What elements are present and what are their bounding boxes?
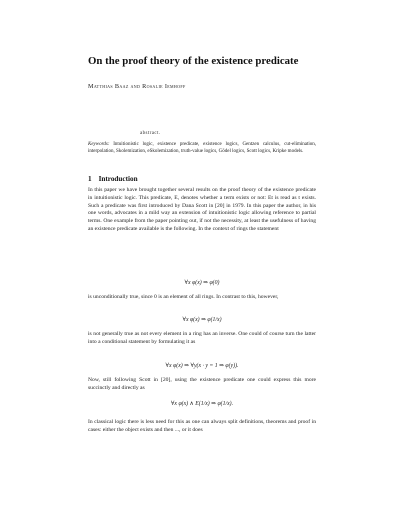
paragraph-1: In this paper we have brought together several results on the proof theory of the existence predicate in intuitionistic logic. This predicate, E, denotes whether a term exists or not: Et is read as t exists. Such a predicate was first introduced by Dana Scott in [20] in 1979. In this paper the author, in his one words, advocates in a mild way an extension of intuitionistic logic allowing reference to partial terms. One example from the paper pointing out, if not the necessity, at least the usefulness of having an existence predicate available is the following. In the context of rings the statement: [88, 187, 316, 232]
formula-4: ∀x φ(x) ∧ E(1/x) ⇒ φ(1/x).: [170, 401, 234, 407]
paragraph-5: In classical logic there is less need for this as one can always split definitions, theorems and proof in cases: either the object exists and then ..., or it does: [88, 419, 316, 433]
page-fade: [0, 488, 400, 518]
keywords: [88, 142, 316, 156]
section-heading: [88, 175, 138, 183]
formula-2: ∀x φ(x) ⇒ φ(1/x): [182, 317, 222, 323]
formula-1: ∀x φ(x) ⇒ φ(0): [184, 280, 220, 286]
paper-authors: Matthias Baaz and Rosalie Iemhoff: [88, 83, 186, 90]
section-title: Introduction: [98, 175, 138, 183]
abstract-label: abstract.: [140, 131, 161, 136]
formula-3: ∀x φ(x) ⇒ ∀y(x · y = 1 ⇒ φ(y)).: [165, 363, 239, 369]
keywords-list: Intuitionistic logic, existence predicate, existence logics, Gentzen calculus, cut-elimination, interpolation, Skolemization, eSkolemization, truth-value logics, Gödel logics, Scott logics, Kripke models.: [88, 142, 317, 154]
paragraph-2: is unconditionally true, since 0 is an element of all rings. In contrast to this, however,: [88, 294, 279, 300]
keywords-lead: Keywords:: [88, 142, 110, 147]
paper-title: On the proof theory of the existence predicate: [88, 55, 299, 67]
paragraph-4: Now, still following Scott in [20], using the existence predicate one could express this more succinctly and directly as: [88, 377, 316, 391]
section-number: 1: [88, 175, 92, 183]
paragraph-3: is not generally true as not every element in a ring has an inverse. One could of course turn the latter into a conditional statement by formulating it as: [88, 331, 316, 345]
